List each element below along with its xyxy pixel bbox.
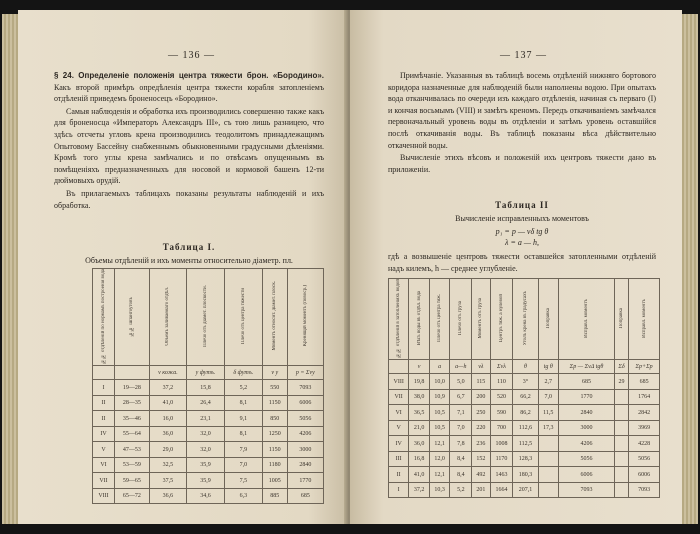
table-cell: 7,0 <box>450 420 472 436</box>
table-cell: VII <box>389 389 409 405</box>
unit-cell: δ футъ. <box>224 366 262 380</box>
formula-explanation: гдѣ a возвышеніе центровъ тяжести оставшейся затопленными отдѣленій надъ килемъ, h — среднее углубленіе. <box>388 252 656 273</box>
column-header-label: Поправка <box>545 307 551 329</box>
table-cell: 55—64 <box>115 426 150 442</box>
table-cell: 236 <box>472 436 490 452</box>
column-header-label: Плечо отъ центра тяж. <box>437 294 443 343</box>
unit-cell: v y <box>262 366 287 380</box>
table-cell: 5056 <box>629 451 660 467</box>
table-cell: 12,0 <box>429 451 450 467</box>
column-header-label: Плечо отъ діамет. плоскости. <box>202 285 208 348</box>
table-row <box>93 442 324 458</box>
table-cell: 1008 <box>490 436 513 452</box>
unit-cell: a <box>429 360 450 374</box>
table-cell: 492 <box>472 467 490 483</box>
table-cell: 3969 <box>629 420 660 436</box>
table-cell: 6,7 <box>450 389 472 405</box>
units-row <box>93 366 324 380</box>
table-cell: IV <box>389 436 409 452</box>
table-cell: 1005 <box>262 473 287 489</box>
table-cell: 115 <box>472 374 490 390</box>
book-page-edges-right <box>680 14 698 524</box>
table-cell: 11,5 <box>538 405 559 421</box>
column-header-label: Моментъ отъ груза <box>478 297 484 339</box>
table-cell <box>614 467 628 483</box>
table-cell: 28—35 <box>115 395 150 411</box>
table-cell: 5,2 <box>224 380 262 396</box>
table-cell: 1170 <box>490 451 513 467</box>
column-header <box>629 279 660 360</box>
column-header-label: Исправл. моментъ <box>641 298 647 338</box>
table-cell: 3° <box>513 374 538 390</box>
table-cell: 685 <box>287 488 323 504</box>
column-header-label: Кренящій моментъ (повоср.) <box>302 285 308 347</box>
table-cell: IV <box>93 426 115 442</box>
table-cell: 36,6 <box>149 488 186 504</box>
table-cell: 7,0 <box>538 389 559 405</box>
table-cell <box>614 451 628 467</box>
table-row <box>389 467 660 483</box>
table-cell: 59—65 <box>115 473 150 489</box>
unit-cell <box>389 360 409 374</box>
table-cell: I <box>389 482 409 498</box>
table-row <box>93 488 324 504</box>
table-cell: 3000 <box>559 420 615 436</box>
table-cell: 19,8 <box>409 374 430 390</box>
column-header-label: Плечо отъ груза <box>458 301 464 336</box>
table-cell: 1770 <box>287 473 323 489</box>
column-header <box>472 279 490 360</box>
right-page <box>350 10 682 524</box>
table-cell: VI <box>93 457 115 473</box>
table-cell: 26,4 <box>187 395 225 411</box>
table-cell <box>614 420 628 436</box>
column-header <box>490 279 513 360</box>
table-caption: Таблица I. <box>162 242 216 252</box>
table-cell: 19—28 <box>115 380 150 396</box>
table-cell: 21,0 <box>409 420 430 436</box>
table-cell: 35,9 <box>187 457 225 473</box>
table-cell: 2842 <box>629 405 660 421</box>
table-cell <box>538 436 559 452</box>
left-page <box>18 10 348 524</box>
column-header-label: Центръ тяж. а нулевой <box>498 294 504 343</box>
table-cell: 38,0 <box>409 389 430 405</box>
unit-cell: y футъ. <box>187 366 225 380</box>
column-header-label: Поправка <box>619 307 625 329</box>
column-header <box>614 279 628 360</box>
table-cell: 520 <box>490 389 513 405</box>
table-cell: 32,5 <box>149 457 186 473</box>
unit-cell: p = Σvy <box>287 366 323 380</box>
column-header-label: №№ отдѣленій в затопленіяхъ водой <box>396 279 402 358</box>
table-cell: II <box>93 395 115 411</box>
table-cell: 10,9 <box>429 389 450 405</box>
table-cell: 41,0 <box>409 467 430 483</box>
left-page-body <box>54 70 324 212</box>
column-header-label: Исправл. моментъ <box>584 298 589 338</box>
table-cell: 8,4 <box>450 451 472 467</box>
table-cell: 7093 <box>629 482 660 498</box>
table-cell: 112,5 <box>513 436 538 452</box>
table-cell: 23,1 <box>187 411 225 427</box>
column-header <box>429 279 450 360</box>
unit-cell: v кожа. <box>149 366 186 380</box>
paragraph: Самыя наблюденія и обработка ихъ производились совершенно также какъ для броненосца «Императоръ Александръ III», съ тою лишь разницею, что здѣсь отсчеты угловъ крена производились теодолитомъ принадлежащимъ Опытовому Бассейну снабженнымъ обыкновенными градусными дѣленіями. Кромѣ того углы крена замѣчались и по отвѣсамъ опущеннымъ въ помѣщеніяхъ предназначенныхъ для носовой и кормовой башенъ 12-ти дюймовыхъ орудій. <box>54 106 324 186</box>
table-cell: 10,5 <box>429 420 450 436</box>
section-heading: § 24. Определеніе положенія центра тяжести брон. «Бородино». <box>54 71 324 80</box>
table-cell: 4206 <box>287 426 323 442</box>
table-cell: 5,0 <box>450 374 472 390</box>
column-header <box>559 279 615 360</box>
column-header <box>187 269 225 366</box>
table-cell: 7,9 <box>224 442 262 458</box>
table-cell: 16,8 <box>409 451 430 467</box>
table-cell: 201 <box>472 482 490 498</box>
right-page-number: — 137 — <box>500 50 547 61</box>
column-header <box>389 279 409 360</box>
table-cell: 7093 <box>559 482 615 498</box>
left-page-number: — 136 — <box>168 50 215 61</box>
table-cell: 207,1 <box>513 482 538 498</box>
table-cell: 41,0 <box>149 395 186 411</box>
unit-cell: Σδ <box>614 360 628 374</box>
table-cell: 36,0 <box>409 436 430 452</box>
table-cell <box>614 482 628 498</box>
table-1 <box>92 268 324 504</box>
table-2 <box>388 278 660 498</box>
column-header-label: Моментъ относит. діамет. плоск. <box>272 281 278 351</box>
table-cell: 5,2 <box>450 482 472 498</box>
table-cell: 1180 <box>262 457 287 473</box>
table-cell: 3000 <box>287 442 323 458</box>
table-cell: 37,5 <box>149 473 186 489</box>
column-header <box>450 279 472 360</box>
table-cell: 10,0 <box>429 374 450 390</box>
table-caption: Таблица II <box>495 200 549 210</box>
table-cell: 6006 <box>629 467 660 483</box>
paragraph: Вычисленіе этихъ вѣсовъ и положеній ихъ центровъ тяжести дано въ приложеніи. <box>388 153 656 174</box>
table-cell: 180,3 <box>513 467 538 483</box>
table-cell: 590 <box>490 405 513 421</box>
table-cell: 32,0 <box>187 426 225 442</box>
table-row <box>389 374 660 390</box>
table-row <box>389 420 660 436</box>
table-row <box>93 473 324 489</box>
table-cell: 885 <box>262 488 287 504</box>
table-cell <box>538 482 559 498</box>
column-header-label: №№ шпангоутовъ <box>129 296 135 336</box>
table-cell: 8,1 <box>224 395 262 411</box>
unit-cell: Σp+Σp <box>629 360 660 374</box>
table-cell: 36,0 <box>149 426 186 442</box>
table-row <box>93 380 324 396</box>
column-header-label: №№ отдѣленій по нормамъ построенія вода <box>101 269 107 364</box>
table-cell: II <box>93 411 115 427</box>
paragraph: Въ прилагаемыхъ таблицахъ показаны результаты наблюденій и ихъ обработка. <box>54 188 324 210</box>
table-cell: 6,3 <box>224 488 262 504</box>
column-header <box>287 269 323 366</box>
table-cell: 110 <box>490 374 513 390</box>
units-row <box>389 360 660 374</box>
table-row <box>389 436 660 452</box>
table-cell: 86,2 <box>513 405 538 421</box>
column-header <box>93 269 115 366</box>
column-header-label: Вѣсъ воды въ отдѣл. вода <box>416 291 422 346</box>
table-row <box>93 411 324 427</box>
column-header <box>115 269 150 366</box>
unit-cell: Σvλ <box>490 360 513 374</box>
column-header-label: Плечо отъ центра тяжести <box>240 288 246 345</box>
table-cell: III <box>389 451 409 467</box>
table-row <box>389 405 660 421</box>
table-cell: 53—59 <box>115 457 150 473</box>
table-cell: 7093 <box>287 380 323 396</box>
table-cell: 550 <box>262 380 287 396</box>
table-row <box>93 395 324 411</box>
table-cell: 152 <box>472 451 490 467</box>
table-cell: 250 <box>472 405 490 421</box>
table-cell: 5056 <box>559 451 615 467</box>
table-cell: 850 <box>262 411 287 427</box>
table-cell <box>614 436 628 452</box>
table-cell: 2,7 <box>538 374 559 390</box>
table-cell: 12,1 <box>429 436 450 452</box>
column-header <box>149 269 186 366</box>
table-cell: 7,8 <box>450 436 472 452</box>
table-cell: 65—72 <box>115 488 150 504</box>
table-cell: 6006 <box>287 395 323 411</box>
unit-cell: a—h <box>450 360 472 374</box>
table-cell: 66,2 <box>513 389 538 405</box>
table-cell: 7,1 <box>450 405 472 421</box>
table-cell: 7,5 <box>224 473 262 489</box>
table-cell: 1770 <box>559 389 615 405</box>
column-header-label: Уголъ крена въ градусахъ <box>522 291 528 346</box>
table-row <box>389 389 660 405</box>
table-cell: 5056 <box>287 411 323 427</box>
column-header <box>409 279 430 360</box>
table-cell: 700 <box>490 420 513 436</box>
column-header <box>538 279 559 360</box>
table-cell: 1150 <box>262 442 287 458</box>
table-cell: 29,0 <box>149 442 186 458</box>
table-cell: 37,2 <box>149 380 186 396</box>
table-cell: 128,3 <box>513 451 538 467</box>
table-cell: 16,0 <box>149 411 186 427</box>
table-cell: 4228 <box>629 436 660 452</box>
table-cell: 2840 <box>559 405 615 421</box>
right-page-body <box>388 70 656 176</box>
table-subcaption: Вычисленіе исправленныхъ моментовъ <box>455 214 589 223</box>
table-cell: 6006 <box>559 467 615 483</box>
table-row <box>93 426 324 442</box>
table-cell: 35—46 <box>115 411 150 427</box>
table-cell: 1150 <box>262 395 287 411</box>
table-cell <box>614 405 628 421</box>
table-cell: 34,6 <box>187 488 225 504</box>
table-cell: 8,1 <box>224 426 262 442</box>
table-cell: 1664 <box>490 482 513 498</box>
table-cell: 2840 <box>287 457 323 473</box>
unit-cell: tg θ <box>538 360 559 374</box>
table-cell: 1250 <box>262 426 287 442</box>
table-header-row <box>93 269 324 366</box>
table-cell: 47—53 <box>115 442 150 458</box>
table-cell <box>614 389 628 405</box>
table-cell: 12,1 <box>429 467 450 483</box>
table-cell <box>538 467 559 483</box>
table-cell: II <box>389 467 409 483</box>
table-row <box>93 457 324 473</box>
unit-cell: v <box>409 360 430 374</box>
table-cell: 37,2 <box>409 482 430 498</box>
table-cell: 7,0 <box>224 457 262 473</box>
table-cell: V <box>93 442 115 458</box>
table-cell: 8,4 <box>450 467 472 483</box>
formula: λ = a — h, <box>505 238 539 247</box>
table-cell: VII <box>93 473 115 489</box>
table-cell: 32,0 <box>187 442 225 458</box>
table-header-row <box>389 279 660 360</box>
table-cell: VIII <box>93 488 115 504</box>
table-cell: 17,3 <box>538 420 559 436</box>
table-cell: 10,3 <box>429 482 450 498</box>
table-cell: 9,1 <box>224 411 262 427</box>
table-cell: 35,9 <box>187 473 225 489</box>
table-cell: I <box>93 380 115 396</box>
table-cell: 112,6 <box>513 420 538 436</box>
column-header <box>513 279 538 360</box>
table-cell: 685 <box>629 374 660 390</box>
column-header-label: Объемъ заливаемаго отдѣл. <box>165 286 171 346</box>
formula: p₁ = p — vδ tg θ <box>495 227 549 236</box>
table-cell: 685 <box>559 374 615 390</box>
unit-cell: θ <box>513 360 538 374</box>
unit-cell <box>93 366 115 380</box>
table-cell: 1764 <box>629 389 660 405</box>
table-cell <box>538 451 559 467</box>
table-cell: 10,5 <box>429 405 450 421</box>
note-paragraph: Примѣчаніе. Указанныя въ таблицѣ восемь отдѣленій нижняго бортового коридора назначенные для наблюденій были наполнены водою. При опытахъ вода отканчивалась по очереди изъ каждаго отдѣленія, начиная съ перваго (I) и кончая восьмымъ (VIII) и замѣтъ креномъ. Передъ откачиваніемъ замѣчался первоначальный уровень воды въ отдѣленіи и затѣмъ уровень оставшійся послѣ откачиванія воды. Въ таблицѣ показаны вѣса дѣйствительно откаченной воды. <box>388 71 656 150</box>
table-subcaption: Объемы отдѣленій и ихъ моменты относительно діаметр. пл. <box>85 256 293 265</box>
table-cell: 4206 <box>559 436 615 452</box>
unit-cell: vλ <box>472 360 490 374</box>
paragraph: Какъ второй примѣръ опредѣленія центра тяжести корабля затопленіемъ отдѣленій приведемъ броненосецъ «Бородино». <box>54 82 324 104</box>
table-cell: 15,8 <box>187 380 225 396</box>
table-cell: 29 <box>614 374 628 390</box>
unit-cell <box>115 366 150 380</box>
column-header <box>224 269 262 366</box>
unit-cell: Σp — ΣvΔ tgθ <box>559 360 615 374</box>
table-cell: 1463 <box>490 467 513 483</box>
table-cell: VI <box>389 405 409 421</box>
table-cell: 200 <box>472 389 490 405</box>
table-cell: V <box>389 420 409 436</box>
column-header <box>262 269 287 366</box>
table-cell: 220 <box>472 420 490 436</box>
table-cell: VIII <box>389 374 409 390</box>
table-row <box>389 482 660 498</box>
table-row <box>389 451 660 467</box>
table-cell: 36,5 <box>409 405 430 421</box>
